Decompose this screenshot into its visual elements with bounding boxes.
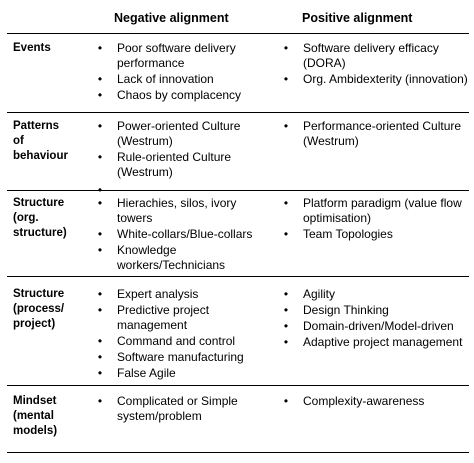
bullet-icon: •: [283, 72, 289, 86]
row-label-events: Events: [13, 42, 51, 54]
row-label-mindset: Mindset (mental models): [13, 395, 58, 437]
table-rule: [7, 385, 469, 386]
negative-list-events: [94, 41, 274, 104]
bullet-icon: •: [283, 119, 289, 133]
list-item: • Hierachies, silos, ivory towers: [94, 196, 274, 226]
bullet-icon: •: [97, 334, 103, 348]
bullet-icon: •: [97, 150, 103, 164]
bullet-icon: •: [97, 196, 103, 210]
list-item: • Team Topologies: [280, 227, 470, 242]
bullet-icon: •: [97, 303, 103, 317]
bullet-icon: •: [97, 227, 103, 241]
header-positive-alignment: Positive alignment: [302, 11, 413, 25]
bullet-icon: •: [283, 196, 289, 210]
list-item: • Platform paradigm (value flow optimisation): [280, 196, 470, 226]
list-item: • Knowledge workers/Technicians: [94, 243, 274, 273]
negative-list-mindset: [94, 394, 274, 425]
negative-list-patterns: [94, 119, 274, 199]
row-label-structure-process: Structure (process/ project): [13, 288, 65, 330]
list-item: • Rule-oriented Culture (Westrum): [94, 150, 274, 180]
row-label-structure-org: Structure (org. structure): [13, 197, 67, 239]
list-item: • Complexity-awareness: [280, 394, 470, 409]
list-item: • Expert analysis: [94, 287, 274, 302]
bullet-icon: •: [283, 303, 289, 317]
list-item: • Command and control: [94, 334, 274, 349]
positive-list-patterns: [280, 119, 470, 150]
bullet-icon: •: [97, 119, 103, 133]
row-label-patterns-of-behaviour: Patterns of behaviour: [13, 120, 68, 162]
list-item: • Chaos by complacency: [94, 88, 274, 103]
positive-list-structure-org: [280, 196, 470, 243]
list-item: • Software manufacturing: [94, 350, 274, 365]
list-item: • Adaptive project management: [280, 335, 470, 350]
bullet-icon: •: [97, 287, 103, 301]
bullet-icon: •: [97, 243, 103, 257]
bullet-icon: •: [283, 335, 289, 349]
list-item: • White-collars/Blue-collars: [94, 227, 274, 242]
list-item: • Predictive project management: [94, 303, 274, 333]
list-item: • False Agile: [94, 366, 274, 381]
list-item: • Org. Ambidexterity (innovation): [280, 72, 470, 87]
bullet-icon: •: [283, 394, 289, 408]
bullet-icon: •: [97, 183, 103, 197]
table-rule: [7, 452, 469, 453]
bullet-icon: •: [283, 287, 289, 301]
list-item: • Domain-driven/Model-driven: [280, 319, 470, 334]
list-item: • Software delivery efficacy (DORA): [280, 41, 470, 71]
list-item: • Poor software delivery performance: [94, 41, 274, 71]
bullet-icon: •: [97, 394, 103, 408]
positive-list-mindset: [280, 394, 470, 410]
positive-list-events: [280, 41, 470, 88]
table-rule: [7, 33, 469, 34]
bullet-icon: •: [97, 72, 103, 86]
list-item: • Design Thinking: [280, 303, 470, 318]
list-item: • Lack of innovation: [94, 72, 274, 87]
bullet-icon: •: [283, 41, 289, 55]
positive-list-structure-process: [280, 287, 470, 351]
negative-list-structure-org: [94, 196, 274, 274]
list-item: • Performance-oriented Culture (Westrum): [280, 119, 470, 149]
bullet-icon: •: [97, 350, 103, 364]
table-rule: [7, 112, 469, 113]
list-item: • Agility: [280, 287, 470, 302]
list-item: • Power-oriented Culture (Westrum): [94, 119, 274, 149]
negative-list-structure-process: [94, 287, 274, 382]
list-item: • Complicated or Simple system/problem: [94, 394, 274, 424]
table-rule: [7, 276, 469, 277]
header-negative-alignment: Negative alignment: [114, 11, 229, 25]
bullet-icon: •: [97, 41, 103, 55]
bullet-icon: •: [283, 319, 289, 333]
bullet-icon: •: [97, 88, 103, 102]
bullet-icon: •: [283, 227, 289, 241]
bullet-icon: •: [97, 366, 103, 380]
